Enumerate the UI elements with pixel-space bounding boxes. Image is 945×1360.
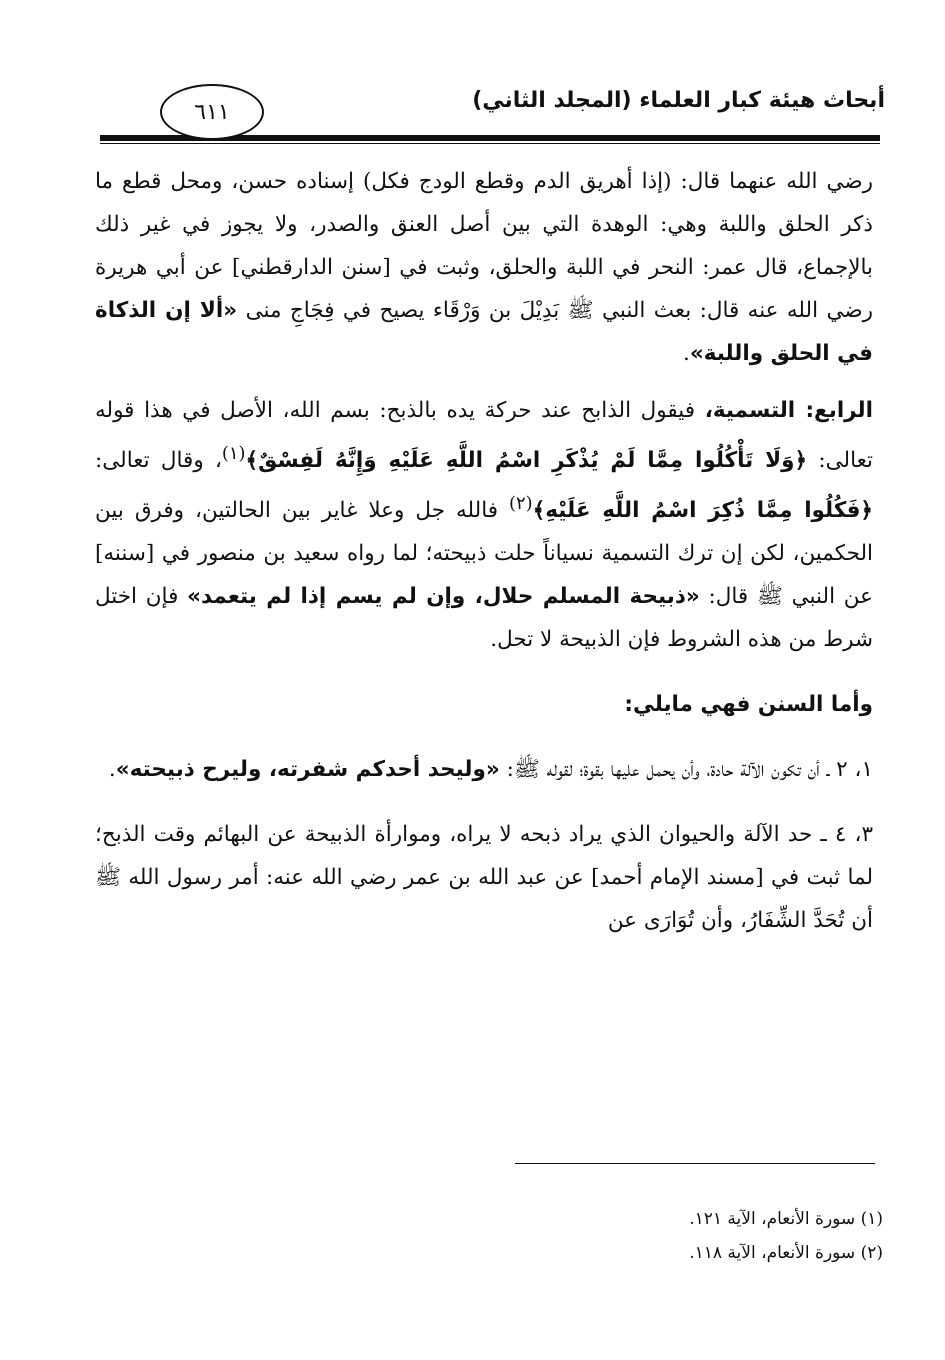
- footnote-separator: [515, 1163, 875, 1164]
- footnote-1: (١) سورة الأنعام، الآية ١٢١.: [689, 1209, 883, 1229]
- text-line: الشروط فإن الذبيحة لا تحل.: [490, 627, 741, 653]
- text-line: ولا يجوز في غير ذلك بالإجماع، قال عمر: النحر في اللبة والحلق،: [95, 212, 873, 280]
- header-rule-thin: [100, 143, 880, 144]
- hadith-quote: «ألا إن الذكاة في الحلق واللبة»: [95, 298, 873, 366]
- text-line: ﷺ بَدِيْلَ بن وَرْقَاء يصيح في فِجَاجِ منى: [237, 298, 594, 323]
- footnotes: [463, 1202, 883, 1270]
- footnote-ref-1: (١): [221, 443, 246, 464]
- text-line: وعلا غاير بين الحالتين، وفرق بين الحكمين، لكن إن ترك التسمية نسياناً: [95, 498, 873, 567]
- hadith-quote: «وليحد أحدكم شفرته، وليرح ذبيحته»: [115, 757, 500, 783]
- text-line: .: [108, 757, 116, 783]
- text-line: ، وقال تعالى:: [95, 448, 222, 474]
- paragraph-5: [95, 813, 873, 942]
- section-label-fourth: الرابع: التسمية،: [704, 398, 874, 423]
- text-line: فيقول الذابح عند حركة يده بالذبح: بسم الله، الأصل: [220, 398, 705, 423]
- quran-verse-2: ﴿فَكُلُوا مِمَّا ذُكِرَ اسْمُ اللَّهِ عَلَيْهِ﴾: [532, 498, 873, 524]
- footnote-2: (٢) سورة الأنعام، الآية ١١٨.: [689, 1243, 883, 1263]
- text-line: وثبت في [سنن الدارقطني] عن أبي هريرة رضي الله عنه قال: بعث النبي: [95, 255, 874, 323]
- page-number: ٦١١: [160, 84, 264, 140]
- text-line: فإن اختل شرط من هذه: [95, 584, 873, 653]
- text-line: ٣، ٤ ـ حد الآلة والحيوان الذي يراد ذبحه لا يراه، وموارأة الذبيحة: [304, 822, 874, 848]
- running-header-title: أبحاث هيئة كبار العلماء (المجلد الثاني): [472, 88, 885, 113]
- text-line: ومحل قطع ما ذكر الحلق واللبة وهي: الوهدة التي بين أصل العنق والصدر،: [95, 169, 873, 237]
- text-line: في هذا قوله تعالى:: [95, 398, 873, 474]
- footnote-ref-2: (٢): [509, 493, 533, 515]
- body-text: [95, 160, 873, 942]
- text-line: عن البهائم وقت الذبح؛ لما ثبت في [مسند الإمام أحمد] عن عبد الله بن: [95, 822, 873, 891]
- paragraph-1: [95, 160, 873, 375]
- text-line: فالله جل: [415, 498, 510, 524]
- paragraph-2: [95, 389, 873, 661]
- text-line: ١، ٢ ـ أن تكون الآلة حادة، وأن يحمل عليها بقوة؛ لقوله ﷺ:: [506, 757, 873, 783]
- text-line: رضي الله عنهما قال: (إذا أهريق الدم وقطع الودج فكل) إسناده حسن،: [231, 169, 873, 194]
- quran-verse-1: ﴿وَلَا تَأْكُلُوا مِمَّا لَمْ يُذْكَرِ اسْمُ اللَّهِ عَلَيْهِ وَإِنَّهُ لَفِسْقٌ﴾: [245, 448, 808, 474]
- paragraph-4: [95, 748, 873, 791]
- sunan-heading: وأما السنن فهي مايلي:: [624, 692, 873, 718]
- text-line: حلت ذبيحته؛ لما رواه سعيد بن منصور في [سننه] عن النبي ﷺ قال:: [95, 541, 873, 610]
- text-line: .: [682, 341, 690, 366]
- hadith-quote: «ذبيحة المسلم حلال، وإن لم يسم إذا لم يتعمد»: [187, 584, 700, 610]
- text-line: عمر رضي الله عنه: أمر رسول الله ﷺ أن تُحَدَّ الشِّفَارُ، وأن تُوَارَى عن: [95, 865, 873, 934]
